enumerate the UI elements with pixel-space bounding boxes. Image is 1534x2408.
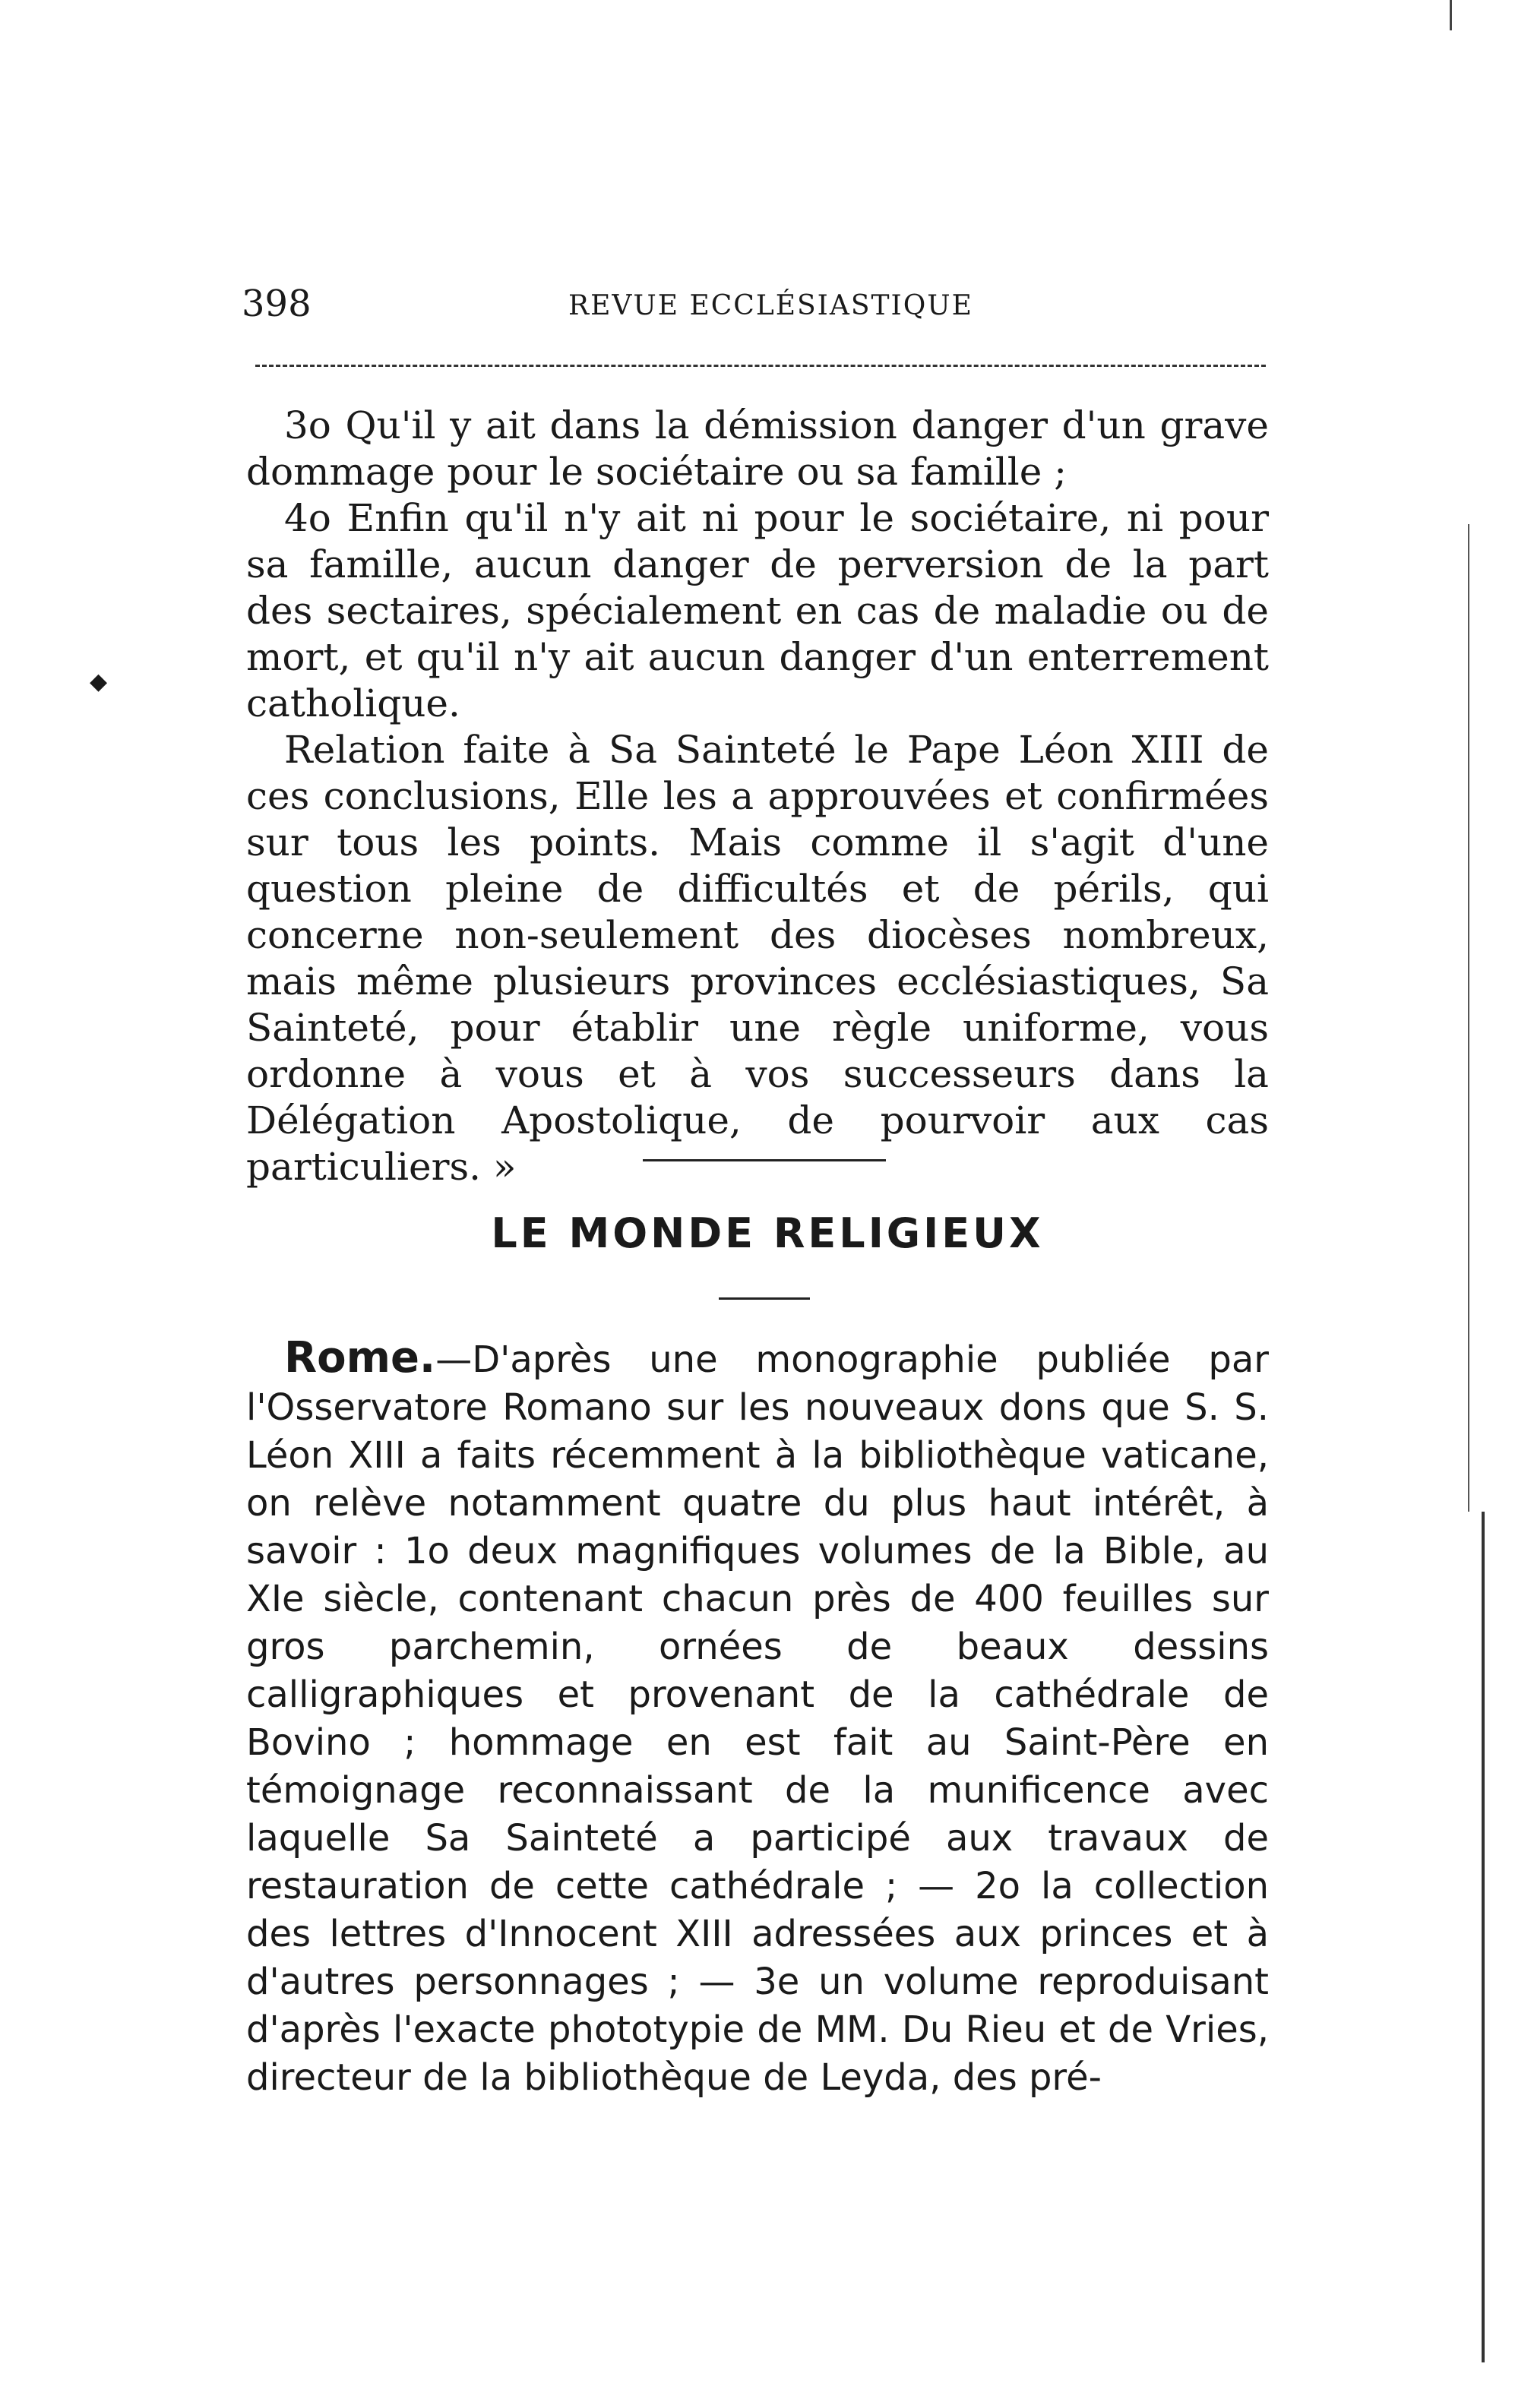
article-paragraph: [246, 1334, 1269, 2102]
running-head: REVUE ECCLÉSIASTIQUE: [568, 290, 973, 321]
article-lead: Rome.: [284, 1333, 436, 1383]
scan-edge-line: [1468, 524, 1469, 1512]
scan-edge-line: [1450, 0, 1452, 30]
page-header: [242, 283, 1260, 336]
article-rome: [246, 1334, 1269, 2102]
header-rule: [255, 365, 1266, 367]
scan-edge-line: [1482, 1512, 1485, 2362]
article-body: —D'après une monographie publiée par l'Osservatore Romano sur les nouveaux dons que S. S. Léon XIII a faits récemment à la bibliothèque vaticane, on relève notamment quatre du plus haut intérêt, à savoir : 1o deux magnifiques volumes de la Bible, au XIe siècle, contenant chacun près de 400 feuilles sur gros parchemin, ornées de beaux dessins calligraphiques et provenant de la cathédrale de Bovino ; hommage en est fait au Saint-Père en témoignage reconnaissant de la munificence avec laquelle Sa Sainteté a participé aux travaux de restauration de cette cathédrale ; — 2o la collection des lettres d'Innocent XIII adressées aux princes et à d'autres personnages ; — 3e un volume reproduisant d'après l'exacte phototypie de MM. Du Rieu et de Vries, directeur de la bibliothèque de Leyda, des pré-: [246, 1338, 1269, 2099]
section-title: LE MONDE RELIGIEUX: [491, 1209, 1044, 1257]
paragraph-item-3: 3o Qu'il y ait dans la démission danger d'un grave dommage pour le sociétaire ou sa famille ;: [246, 403, 1269, 494]
continuation-text: [246, 403, 1269, 1190]
section-divider-rule: [643, 1159, 886, 1161]
margin-mark-icon: ◆: [90, 668, 108, 695]
paragraph-item-4: 4o Enfin qu'il n'y ait ni pour le sociétaire, ni pour sa famille, aucun danger de perversion de la part des sectaires, spécialement en cas de maladie ou de mort, et qu'il n'y ait aucun danger d'un enterrement catholique.: [246, 496, 1269, 725]
paragraph-relation: Relation faite à Sa Sainteté le Pape Léon XIII de ces conclusions, Elle les a approuvées et confirmées sur tous les points. Mais comme il s'agit d'une question pleine de difficultés et de périls, qui concerne non-seulement des diocèses nombreux, mais même plusieurs provinces ecclésiastiques, Sa Sainteté, pour établir une règle uniforme, vous ordonne à vous et à vos successeurs dans la Délégation Apostolique, de pourvoir aux cas particuliers. »: [246, 728, 1269, 1189]
page-number: 398: [242, 283, 312, 325]
title-underline-rule: [719, 1297, 810, 1300]
